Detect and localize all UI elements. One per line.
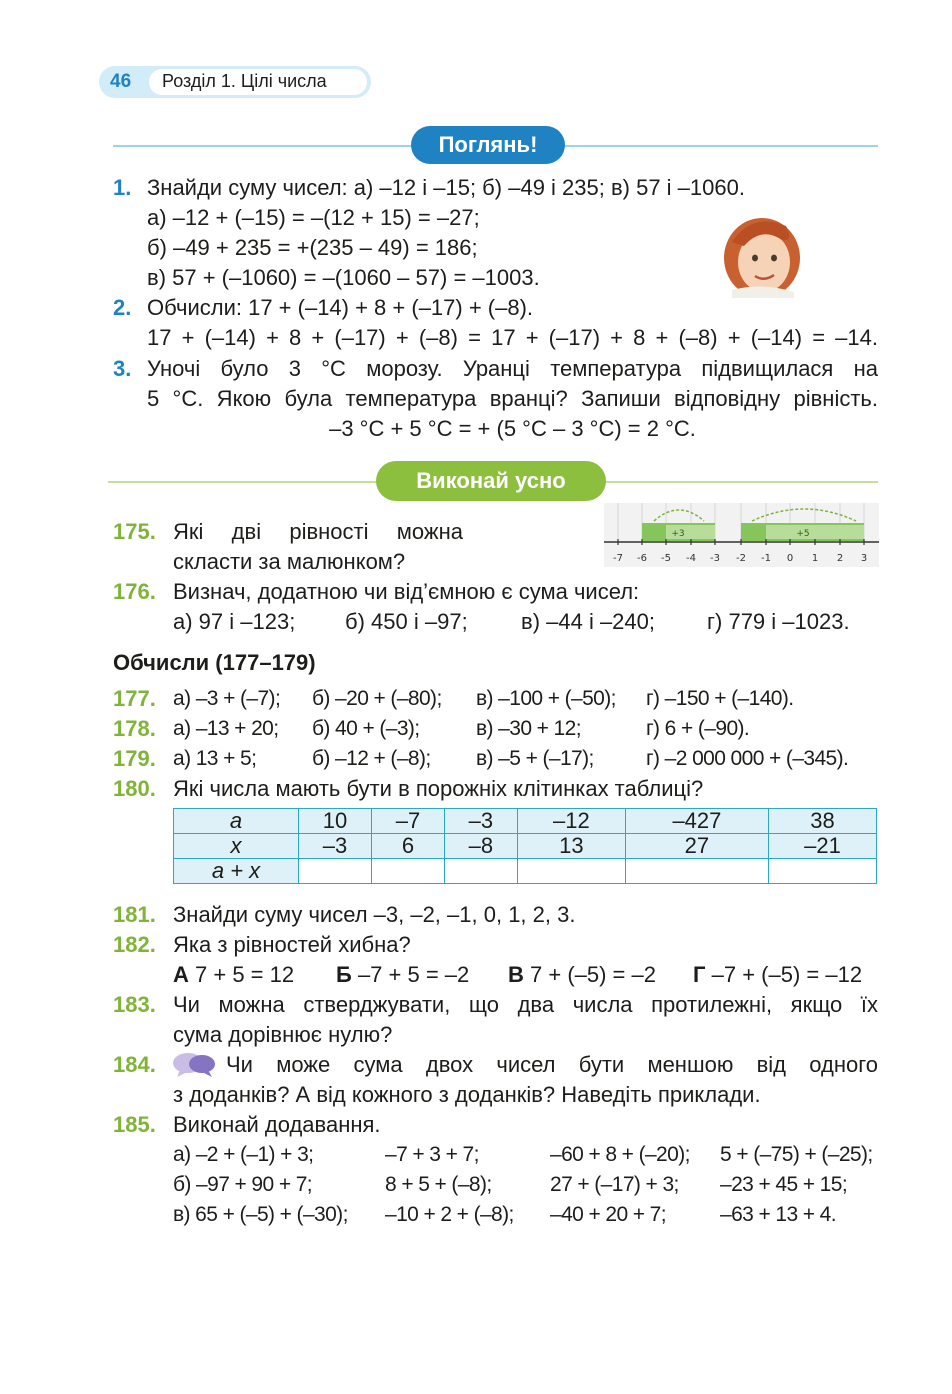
option-text: –7 + (–5) = –12 — [711, 962, 863, 987]
tick-label: -2 — [736, 553, 746, 564]
exercise-number: 185. — [113, 1112, 156, 1137]
text-line: Визнач, додатною чи від’ємною є сума чисел: — [173, 579, 640, 604]
label-plus-3: +3 — [671, 529, 685, 539]
expr: –7 + 3 + 7; — [385, 1143, 479, 1166]
empty-cell — [768, 859, 876, 884]
expr: б) –12 + (–8); — [312, 747, 431, 770]
answer-part: б) 450 і –97; — [345, 609, 468, 634]
table-header-cell: a + x — [174, 859, 299, 884]
tick-label: 3 — [860, 553, 868, 564]
table-cell: –21 — [768, 834, 876, 859]
exercise-number: 181. — [113, 902, 156, 927]
expr: а) –13 + 20; — [173, 717, 279, 740]
table-cell: –8 — [444, 834, 517, 859]
table-cell: –427 — [625, 809, 768, 834]
text-line: Знайди суму чисел –3, –2, –1, 0, 1, 2, 3. — [173, 902, 576, 927]
tick-label: -6 — [637, 553, 647, 564]
text-line: сума дорівнює нулю? — [173, 1022, 393, 1047]
text-line: 5 °С. Якою була температура вранці? Запиши відповідну рівність. — [147, 386, 878, 411]
expr: б) 40 + (–3); — [312, 717, 420, 740]
expr: 27 + (–17) + 3; — [550, 1173, 679, 1196]
text-line: Уночі було 3 °С морозу. Уранці температура підвищилася на — [147, 356, 878, 381]
option-letter: Б — [336, 962, 352, 987]
option-letter: А — [173, 962, 189, 987]
exercise-number: 183. — [113, 992, 156, 1017]
exercise-number: 179. — [113, 746, 156, 771]
expr: –40 + 20 + 7; — [550, 1203, 666, 1226]
expr: в) 65 + (–5) + (–30); — [173, 1203, 348, 1226]
tick-label: 1 — [811, 553, 819, 564]
expr: в) –30 + 12; — [476, 717, 581, 740]
table-header-cell: x — [174, 834, 299, 859]
tick-label: -4 — [686, 553, 696, 564]
table-header-cell: a — [174, 809, 299, 834]
expr: а) –3 + (–7); — [173, 687, 281, 710]
exercise-number: 180. — [113, 776, 156, 801]
table-cell: 6 — [371, 834, 444, 859]
text-line: –3 °С + 5 °С = + (5 °С – 3 °С) = 2 °С. — [329, 416, 696, 441]
look-heading: Поглянь! — [411, 126, 565, 164]
answer-part: в) –44 і –240; — [521, 609, 655, 634]
text-line: Виконай додавання. — [173, 1112, 381, 1137]
option-text: 7 + 5 = 12 — [195, 962, 295, 987]
option — [336, 960, 469, 990]
expr: 8 + 5 + (–8); — [385, 1173, 492, 1196]
tick-label: -3 — [710, 553, 720, 564]
sum-table — [173, 808, 877, 884]
tick-label: -1 — [761, 553, 771, 564]
text-line: Яка з рівностей хибна? — [173, 932, 411, 957]
item-number: 1. — [113, 175, 132, 200]
table-cell: –7 — [371, 809, 444, 834]
expr: б) –20 + (–80); — [312, 687, 442, 710]
empty-cell — [625, 859, 768, 884]
expr: б) –97 + 90 + 7; — [173, 1173, 313, 1196]
table-row — [174, 834, 877, 859]
option — [173, 960, 294, 990]
table-cell: 38 — [768, 809, 876, 834]
calc-heading: Обчисли (177–179) — [113, 650, 316, 675]
option-letter: Г — [693, 962, 706, 987]
answer-part: г) 779 і –1023. — [707, 609, 850, 634]
table-row — [174, 809, 877, 834]
text-line: а) –12 + (–15) = –(12 + 15) = –27; — [147, 205, 480, 230]
option-text: –7 + 5 = –2 — [357, 962, 470, 987]
table-row — [174, 859, 877, 884]
table-cell: –3 — [444, 809, 517, 834]
exercise-number: 177. — [113, 686, 156, 711]
table-cell: –12 — [517, 809, 625, 834]
tick-label: 0 — [786, 553, 794, 564]
item-number: 3. — [113, 356, 132, 381]
exercise-number: 175. — [113, 519, 156, 544]
empty-cell — [517, 859, 625, 884]
expr: –60 + 8 + (–20); — [550, 1143, 690, 1166]
option — [508, 960, 656, 990]
empty-cell — [299, 859, 372, 884]
expr: г) –150 + (–140). — [646, 687, 794, 710]
number-line-figure — [604, 503, 879, 567]
table-cell: 13 — [517, 834, 625, 859]
text-line: б) –49 + 235 = +(235 – 49) = 186; — [147, 235, 478, 260]
text-line: Чи можна стверджувати, що два числа протилежні, якщо їх — [173, 992, 878, 1017]
table-cell: –3 — [299, 834, 372, 859]
option-text: 7 + (–5) = –2 — [530, 962, 656, 987]
text-line: Які числа мають бути в порожніх клітинках таблиці? — [173, 776, 704, 801]
text-line: Обчисли: 17 + (–14) + 8 + (–17) + (–8). — [147, 295, 534, 320]
answer-part: а) 97 і –123; — [173, 609, 296, 634]
label-plus-5: +5 — [796, 529, 810, 539]
table-cell: 10 — [299, 809, 372, 834]
expr: г) 6 + (–90). — [646, 717, 750, 740]
expr: а) –2 + (–1) + 3; — [173, 1143, 314, 1166]
exercise-number: 178. — [113, 716, 156, 741]
expr: в) –100 + (–50); — [476, 687, 616, 710]
expr: а) 13 + 5; — [173, 747, 257, 770]
expr: –23 + 45 + 15; — [720, 1173, 848, 1196]
option-letter: В — [508, 962, 524, 987]
section-title: Розділ 1. Цілі числа — [162, 71, 327, 91]
arc-plus-3 — [654, 510, 704, 521]
text-line: Чи може сума двох чисел бути меншою від одного — [226, 1052, 878, 1077]
option — [693, 960, 862, 990]
exercise-number: 182. — [113, 932, 156, 957]
text-line: 17 + (–14) + 8 + (–17) + (–8) = 17 + (–17) + 8 + (–8) + (–14) = –14. — [147, 325, 878, 350]
discussion-icon — [172, 1052, 216, 1078]
tick-label: 2 — [836, 553, 844, 564]
tick-label: -7 — [613, 553, 623, 564]
item-number: 2. — [113, 295, 132, 320]
table-cell: 27 — [625, 834, 768, 859]
empty-cell — [371, 859, 444, 884]
text-line: скласти за малюнком? — [173, 549, 406, 574]
expr: 5 + (–75) + (–25); — [720, 1143, 873, 1166]
text-line: Знайди суму чисел: а) –12 і –15; б) –49 і 235; в) 57 і –1060. — [147, 175, 745, 200]
tick-label: -5 — [661, 553, 671, 564]
expr: в) –5 + (–17); — [476, 747, 594, 770]
expr: г) –2 000 000 + (–345). — [646, 747, 849, 770]
expr: –63 + 13 + 4. — [720, 1203, 836, 1226]
expr: –10 + 2 + (–8); — [385, 1203, 514, 1226]
text-line: Які дві рівності можна — [173, 519, 463, 544]
text-line: в) 57 + (–1060) = –(1060 – 57) = –1003. — [147, 265, 540, 290]
page-number: 46 — [110, 71, 132, 92]
exercise-number: 184. — [113, 1052, 156, 1077]
girl-illustration — [722, 212, 802, 298]
oral-heading: Виконай усно — [376, 461, 606, 501]
exercise-number: 176. — [113, 579, 156, 604]
empty-cell — [444, 859, 517, 884]
text-line: з доданків? А від кожного з доданків? Наведіть приклади. — [173, 1082, 761, 1107]
number-line — [604, 503, 879, 567]
